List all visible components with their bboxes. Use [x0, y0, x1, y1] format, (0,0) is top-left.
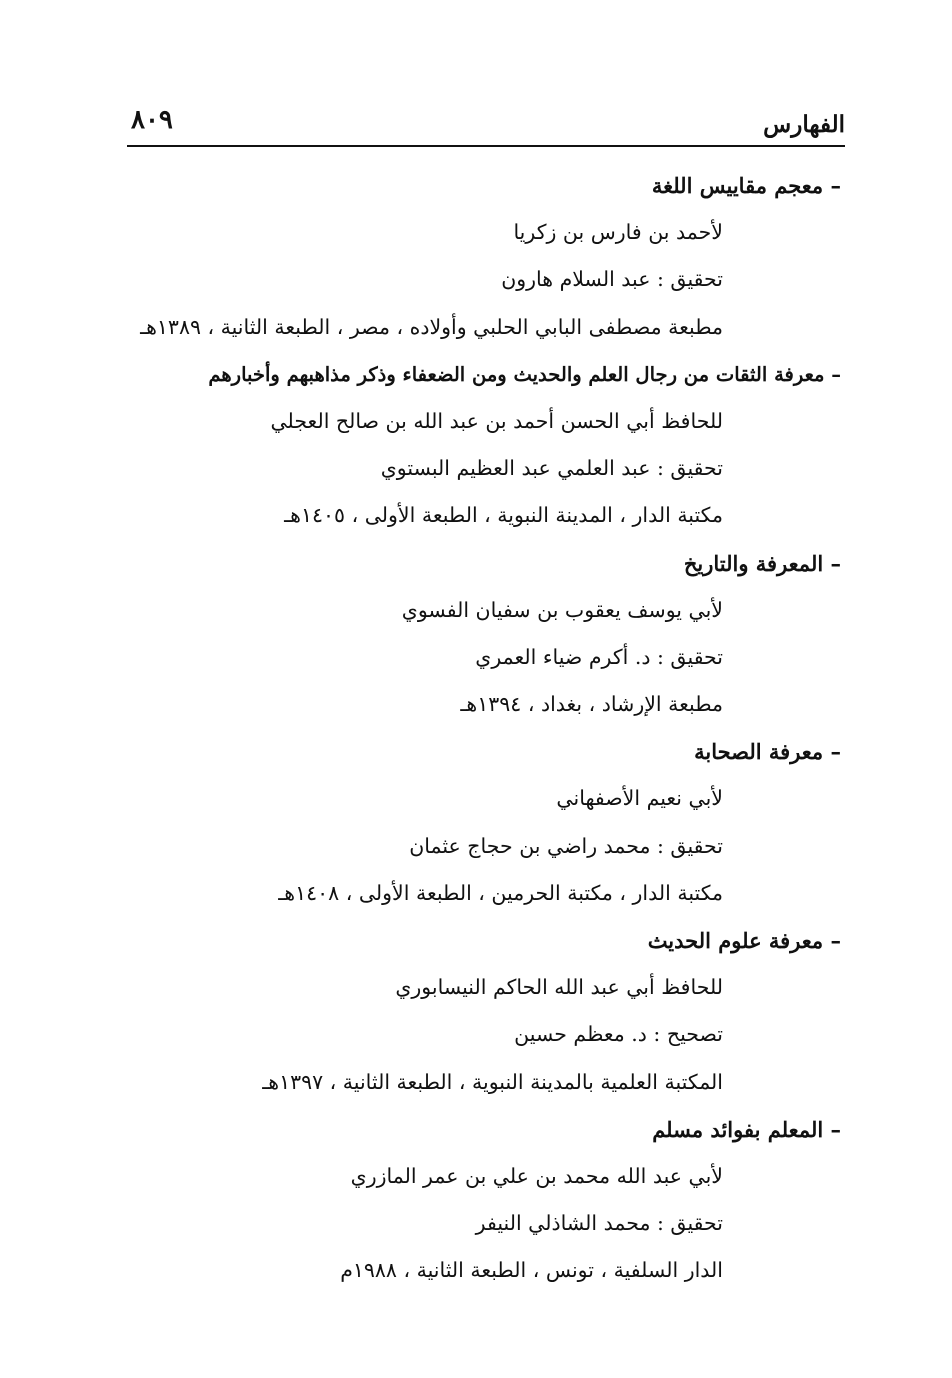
entry-author: لأبي عبد الله محمد بن علي بن عمر المازري — [350, 1163, 723, 1188]
bibliography-entry — [127, 728, 845, 917]
entry-editor: تصحيح : د. معظم حسين — [514, 1022, 723, 1047]
entry-author: للحافظ أبي عبد الله الحاكم النيسابوري — [395, 975, 723, 1000]
bibliography-entry — [127, 917, 845, 1106]
entry-author: لأبي يوسف يعقوب بن سفيان الفسوي — [401, 597, 723, 622]
entry-author: لأبي نعيم الأصفهاني — [556, 786, 723, 811]
bibliography-entry — [127, 162, 845, 351]
entry-editor: تحقيق : عبد السلام هارون — [501, 267, 723, 292]
entry-publisher: الدار السلفية ، تونس ، الطبعة الثانية ، ١٩٨٨م — [340, 1258, 723, 1283]
running-header — [127, 103, 845, 143]
entry-editor: تحقيق : عبد العلمي عبد العظيم البستوي — [380, 456, 723, 481]
entry-title: – معرفة علوم الحديث — [647, 928, 841, 953]
entry-publisher: مطبعة مصطفى البابي الحلبي وأولاده ، مصر ، الطبعة الثانية ، ١٣٨٩هـ — [140, 314, 723, 339]
entry-publisher: مكتبة الدار ، المدينة النبوية ، الطبعة الأولى ، ١٤٠٥هـ — [284, 503, 723, 528]
entry-publisher: المكتبة العلمية بالمدينة النبوية ، الطبعة الثانية ، ١٣٩٧هـ — [262, 1069, 723, 1094]
entry-title: – المعرفة والتاريخ — [683, 550, 841, 576]
entry-publisher: مطبعة الإرشاد ، بغداد ، ١٣٩٤هـ — [460, 692, 723, 717]
bibliography-entry — [127, 351, 845, 540]
header-rule — [127, 145, 845, 147]
entry-publisher: مكتبة الدار ، مكتبة الحرمين ، الطبعة الأولى ، ١٤٠٨هـ — [278, 880, 723, 905]
entry-author: للحافظ أبي الحسن أحمد بن عبد الله بن صالح العجلي — [270, 408, 723, 433]
bibliography-entry — [127, 540, 845, 729]
entry-editor: تحقيق : محمد الشاذلي النيفر — [475, 1211, 723, 1236]
entry-title: – معجم مقاييس اللغة — [651, 173, 841, 198]
page-number: ٨٠٩ — [131, 105, 173, 135]
bibliography-entry — [127, 1106, 845, 1295]
section-title: الفهارس — [763, 111, 845, 138]
entry-title: – معرفة الصحابة — [694, 739, 841, 765]
entry-editor: تحقيق : د. أكرم ضياء العمري — [475, 644, 723, 669]
bibliography-list — [127, 162, 845, 1295]
entry-editor: تحقيق : محمد راضي بن حجاج عثمان — [409, 833, 723, 858]
entry-title: – معرفة الثقات من رجال العلم والحديث ومن الضعفاء وذكر مذاهبهم وأخبارهم — [208, 362, 841, 386]
entry-author: لأحمد بن فارس بن زكريا — [513, 220, 723, 245]
entry-title: – المعلم بفوائد مسلم — [652, 1116, 841, 1142]
